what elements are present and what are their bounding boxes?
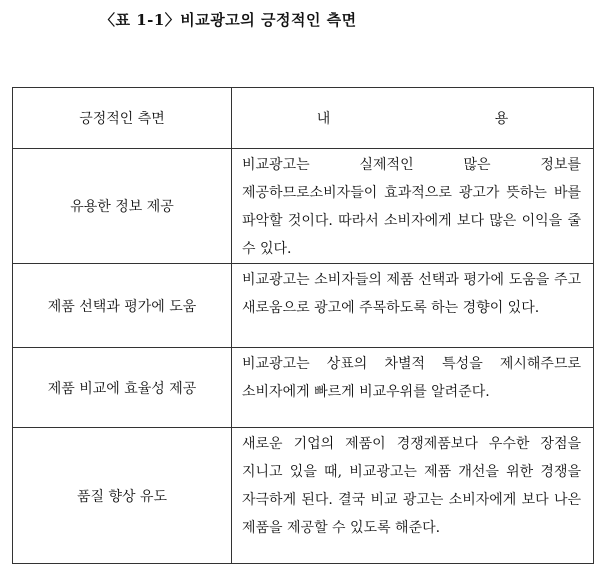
table-row <box>13 428 594 564</box>
table-row <box>13 149 594 264</box>
table-row <box>13 264 594 348</box>
row-content: 새로운 기업의 제품이 경쟁제품보다 우수한 장점을 지니고 있을 때, 비교광고는 제품 개선을 위한 경쟁을 자극하게 된다. 결국 비교 광고는 소비자에게 보다 나은 제품을 제공할 수 있도록 해준다. <box>232 428 594 564</box>
table-header-row <box>13 88 594 149</box>
row-content: 비교광고는 실제적인 많은 정보를 제공하므로소비자들이 효과적으로 광고가 뜻하는 바를 파악할 것이다. 따라서 소비자에게 보다 많은 이익을 줄 수 있다. <box>232 149 594 264</box>
table-caption: 〈표 1-1〉비교광고의 긍정적인 측면 <box>100 11 357 29</box>
row-aspect: 품질 향상 유도 <box>13 428 232 564</box>
header-content <box>232 88 594 149</box>
row-content: 비교광고는 상표의 차별적 특성을 제시해주므로 소비자에게 빠르게 비교우위를 알려준다. <box>232 348 594 428</box>
header-aspect: 긍정적인 측면 <box>13 88 232 149</box>
table-row <box>13 348 594 428</box>
row-aspect: 제품 비교에 효율성 제공 <box>13 348 232 428</box>
header-content-label: 내 용 <box>316 111 589 127</box>
row-aspect: 유용한 정보 제공 <box>13 149 232 264</box>
comparison-ad-table <box>12 87 594 564</box>
row-content: 비교광고는 소비자들의 제품 선택과 평가에 도움을 주고 새로움으로 광고에 주목하도록 하는 경향이 있다. <box>232 264 594 348</box>
row-aspect: 제품 선택과 평가에 도움 <box>13 264 232 348</box>
